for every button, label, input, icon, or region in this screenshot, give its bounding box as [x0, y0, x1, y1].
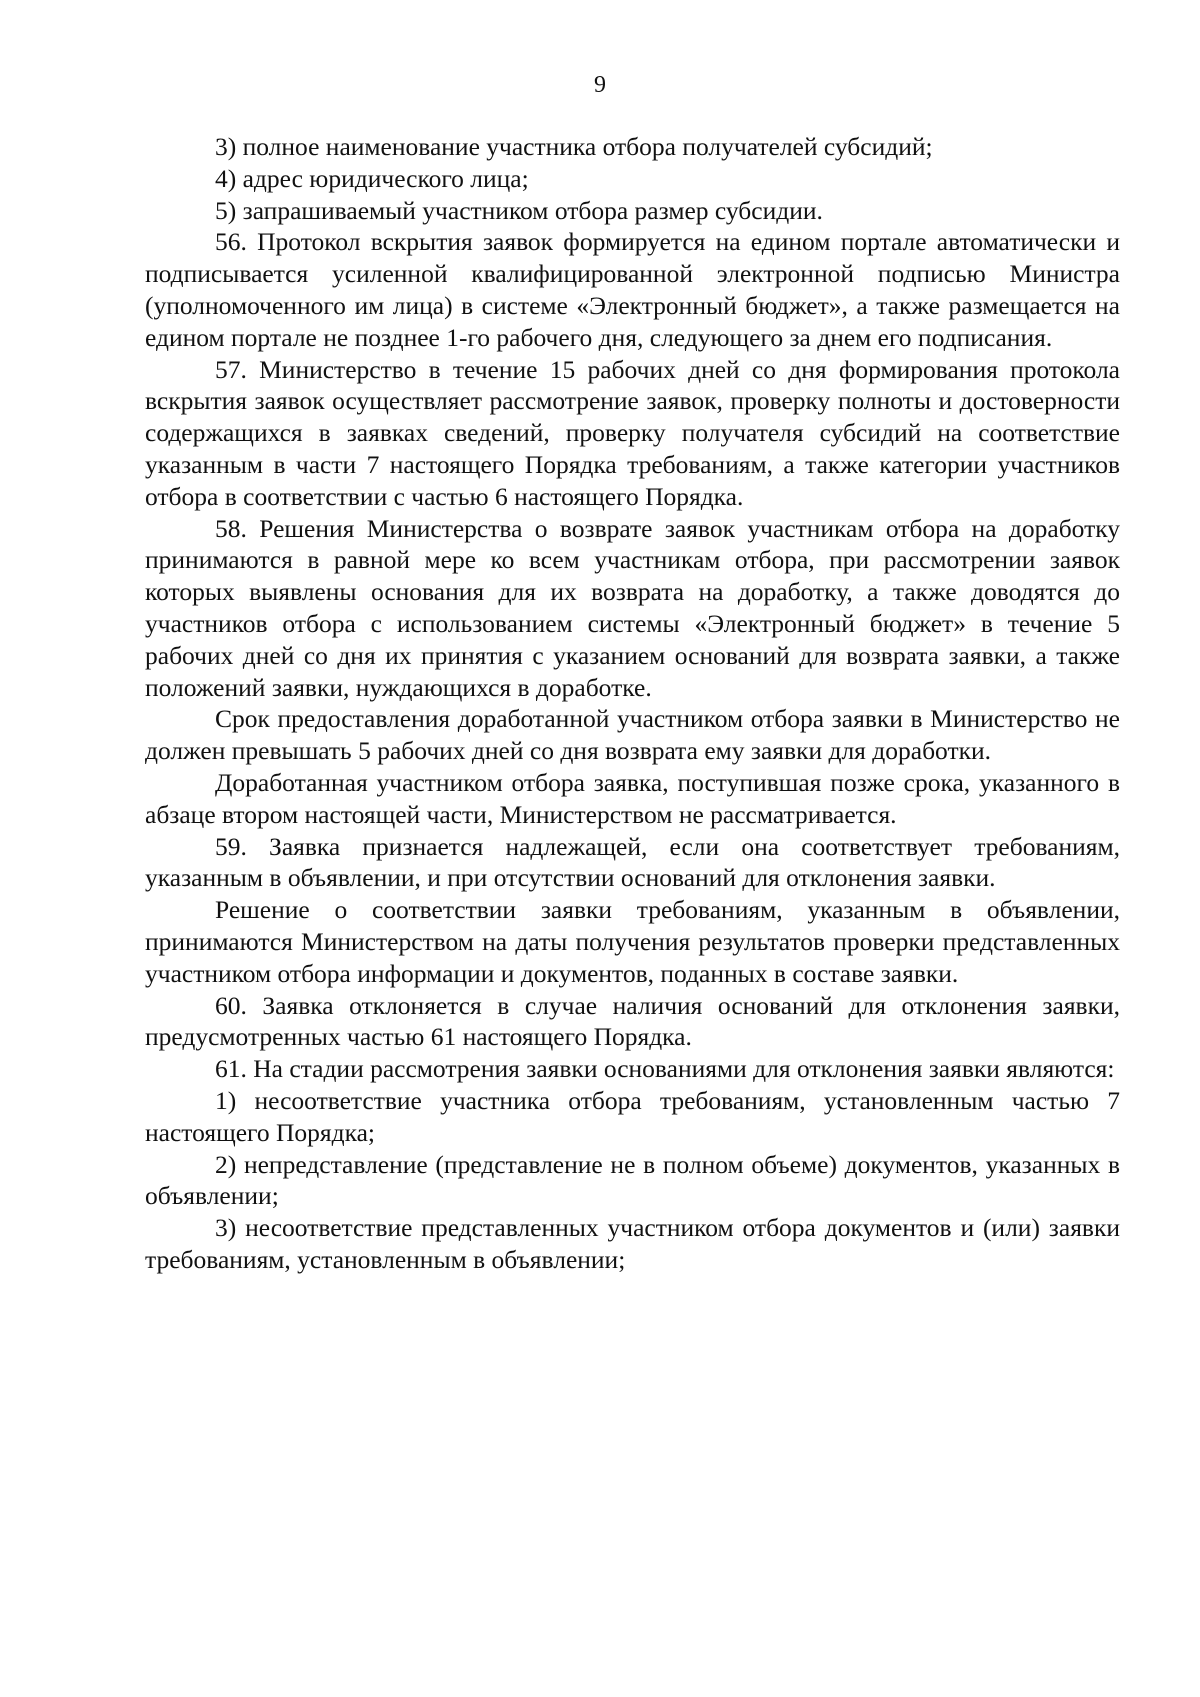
paragraph-61-item-2: 2) непредставление (представление не в полном объеме) документов, указанных в объявлении; [145, 1149, 1120, 1211]
paragraph-item-5: 5) запрашиваемый участником отбора размер субсидии. [215, 195, 823, 225]
paragraph-61-item-1: 1) несоответствие участника отбора требованиям, установленным частью 7 настоящего Порядка; [145, 1085, 1120, 1147]
paragraph-59: 59. Заявка признается надлежащей, если она соответствует требованиям, указанным в объявлении, и при отсутствии оснований для отклонения заявки. [145, 831, 1120, 893]
paragraph-59-decision: Решение о соответствии заявки требованиям, указанным в объявлении, принимаются Министерством на даты получения результатов проверки представленных участником отбора информации и документов, поданных в составе заявки. [145, 895, 1120, 988]
paragraph-58: 58. Решения Министерства о возврате заявок участникам отбора на доработку принимаются в равной мере ко всем участникам отбора, при рассмотрении заявок которых выявлены основания для их возврата на доработку, а также доводятся до участников отбора с использованием системы «Электронный бюджет» в течение 5 рабочих дней со дня их принятия с указанием оснований для возврата заявки, а также положений заявки, нуждающихся в доработке. [145, 513, 1120, 702]
paragraph-57: 57. Министерство в течение 15 рабочих дней со дня формирования протокола вскрытия заявок осуществляет рассмотрение заявок, проверку полноты и достоверности содержащихся в заявках сведений, проверку получателя субсидий на соответствие указанным в части 7 настоящего Порядка требованиям, а также категории участников отбора в соответствии с частью 6 настоящего Порядка. [145, 354, 1120, 511]
paragraph-58-late-submission: Доработанная участником отбора заявка, поступившая позже срока, указанного в абзаце втором настоящей части, Министерством не рассматривается. [145, 767, 1120, 829]
paragraph-61-item-3: 3) несоответствие представленных участником отбора документов и (или) заявки требованиям, установленным в объявлении; [145, 1213, 1120, 1274]
paragraph-56: 56. Протокол вскрытия заявок формируется на едином портале автоматически и подписывается усиленной квалифицированной электронной подписью Министра (уполномоченного им лица) в системе «Электронный бюджет», а также размещается на едином портале не позднее 1-го рабочего дня, следующего за днем его подписания. [145, 227, 1120, 352]
paragraph-58-deadline: Срок предоставления доработанной участником отбора заявки в Министерство не должен превышать 5 рабочих дней со дня возврата ему заявки для доработки. [145, 704, 1120, 766]
paragraph-61: 61. На стадии рассмотрения заявки основаниями для отклонения заявки являются: [215, 1054, 1115, 1084]
page-number: 9 [594, 72, 606, 98]
paragraph-item-4: 4) адрес юридического лица; [215, 163, 529, 193]
document-body [145, 131, 1120, 1276]
paragraph-item-3: 3) полное наименование участника отбора получателей субсидий; [215, 132, 933, 161]
paragraph-60: 60. Заявка отклоняется в случае наличия оснований для отклонения заявки, предусмотренных частью 61 настоящего Порядка. [145, 990, 1120, 1052]
